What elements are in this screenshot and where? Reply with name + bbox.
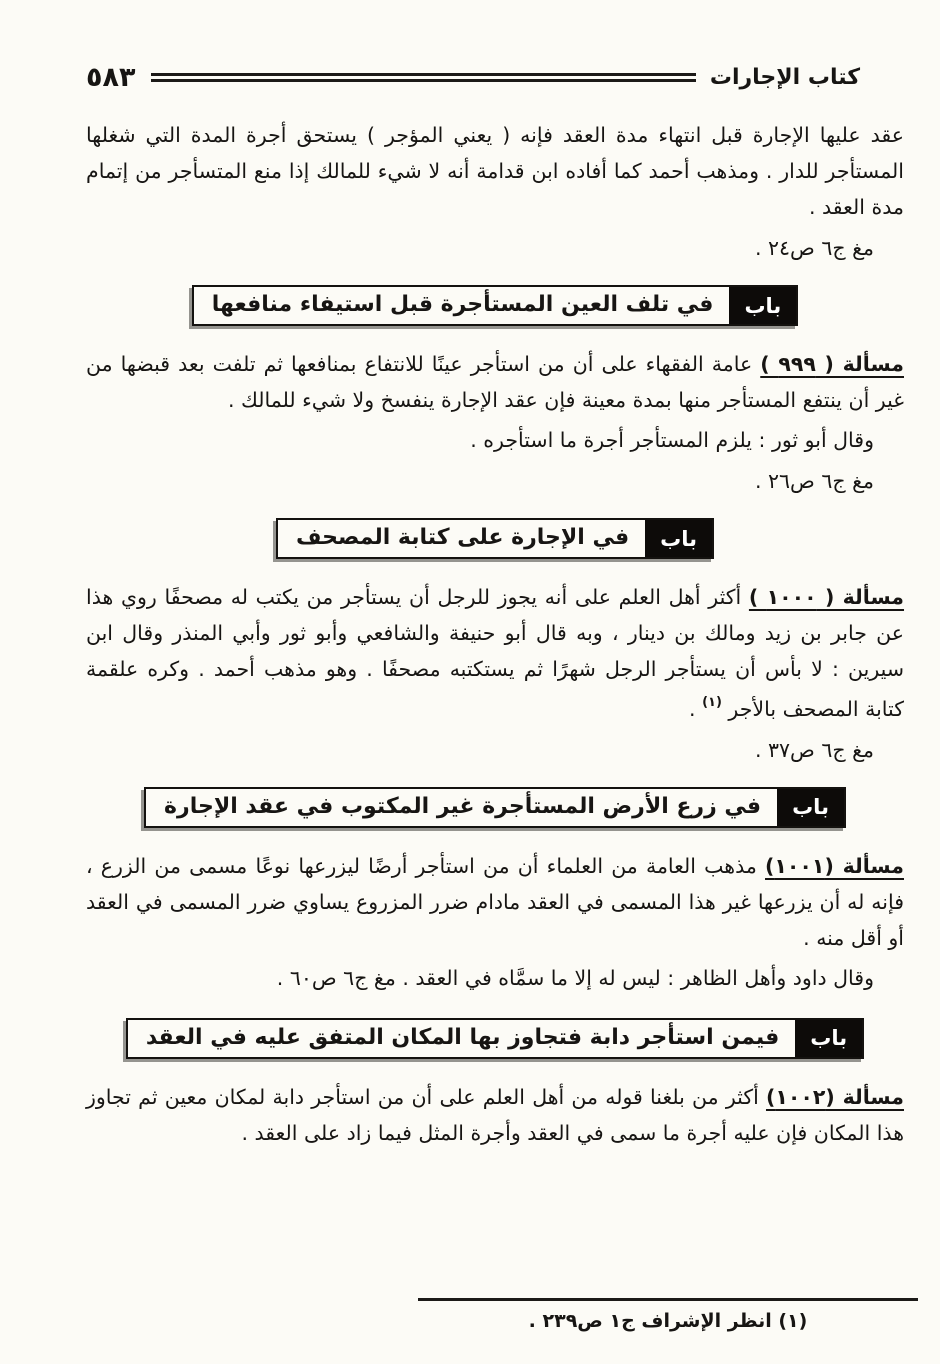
- section-heading-box: [126, 1018, 864, 1059]
- reference: مغ ج٦ ص٣٧ .: [754, 737, 874, 762]
- masala-paragraph: [86, 346, 904, 418]
- footnote-text: (١) انظر الإشراف ج١ ص٢٣٩ .: [528, 1310, 808, 1332]
- page-header: [86, 62, 904, 93]
- intro-paragraph: عقد عليها الإجارة قبل انتهاء مدة العقد فإنه ( يعني المؤجر ) يستحق أجرة المدة التي شغلها المستأجر للدار . ومذهب أحمد كما أفاده ابن قدامة أنه لا شيء للمالك إذا منع المتسأجر من إتمام مدة العقد .: [86, 123, 904, 219]
- masala-text-end: .: [689, 696, 703, 721]
- footnote-marker: (١): [702, 695, 722, 710]
- masala-text: أكثر أهل العلم على أنه يجوز للرجل أن يستأجر من يكتب له مصحفًا روي هذا عن جابر بن زيد ومالك بن دينار ، وبه قال أبو حنيفة والشافعي وأبو ثور وأبي المنذر وقال ابن سيرين : لا بأس أن يستأجر الرجل شهرًا ثم يستكتبه مصحفًا . وهو مذهب أحمد . وكره علقمة كتابة المصحف بالأجر: [86, 585, 904, 721]
- footnote-divider: [418, 1298, 918, 1332]
- section-heading-box: [144, 787, 846, 828]
- section-heading-4: [86, 1018, 904, 1059]
- section-heading-3: [86, 787, 904, 828]
- bab-label: باب: [795, 1020, 862, 1057]
- section-title: في الإجارة على كتابة المصحف: [295, 525, 630, 550]
- masala-number: مسألة (١٠٠١): [765, 853, 904, 878]
- reference: مغ ج٦ ص٢٤ .: [754, 236, 874, 260]
- section-heading-1: [86, 285, 904, 326]
- page-body: [86, 117, 904, 1155]
- masala-paragraph: [86, 1079, 904, 1151]
- section-heading-2: [86, 518, 904, 559]
- section-title: فيمن استأجر دابة فتجاوز بها المكان المتفق عليه في العقد: [145, 1024, 780, 1050]
- page-number: ٥٨٣: [86, 62, 136, 93]
- header-rule: [151, 73, 695, 82]
- followup-paragraph: وقال داود وأهل الظاهر : ليس له إلا ما سمَّاه في العقد . مغ ج٦ ص٦٠ .: [276, 965, 874, 990]
- masala-text: عامة الفقهاء على أن من استأجر عينًا للانتفاع بمنافعها ثم تلفت بعد قبضها من غير أن ينتفع المستأجر منها بمدة معينة فإن عقد الإجارة ينفسخ ولا شيء للمالك .: [86, 352, 904, 412]
- masala-paragraph: [86, 848, 904, 956]
- masala-number: مسألة ( ٩٩٩ ): [760, 352, 904, 376]
- section-heading-box: [276, 518, 714, 559]
- masala-number: مسألة ( ١٠٠٠ ): [748, 585, 905, 609]
- section-title: في تلف العين المستأجرة قبل استيفاء منافعها: [211, 292, 714, 317]
- masala-text: أكثر من بلغنا قوله من أهل العلم على أن من استأجر دابة لمكان معين ثم تجاوز هذا المكان فإن عليه أجرة ما سمى في العقد وأجرة المثل فيما زاد على العقد .: [86, 1084, 904, 1145]
- masala-text: مذهب العامة من العلماء أن من استأجر أرضًا ليزرعها نوعًا مسمى من الزرع ، فإنه له أن يزرعها غير هذا المسمى في العقد مادام ضرر المزروع يساوي ضرر المسمى في العقد أو أقل منه .: [86, 853, 904, 950]
- section-title: في زرع الأرض المستأجرة غير المكتوب في عقد الإجارة: [164, 793, 762, 819]
- masala-paragraph: [86, 579, 904, 727]
- section-heading-box: [192, 285, 799, 326]
- followup-paragraph: وقال أبو ثور : يلزم المستأجر أجرة ما استأجره .: [470, 428, 874, 452]
- bab-label: باب: [729, 287, 796, 324]
- bab-label: باب: [645, 520, 712, 557]
- footnote-area: [86, 1298, 904, 1332]
- bab-label: باب: [777, 789, 844, 826]
- masala-number: مسألة (١٠٠٢): [765, 1084, 904, 1109]
- reference: مغ ج٦ ص٢٦ .: [754, 469, 874, 493]
- book-title: كتاب الإجارات: [709, 65, 860, 90]
